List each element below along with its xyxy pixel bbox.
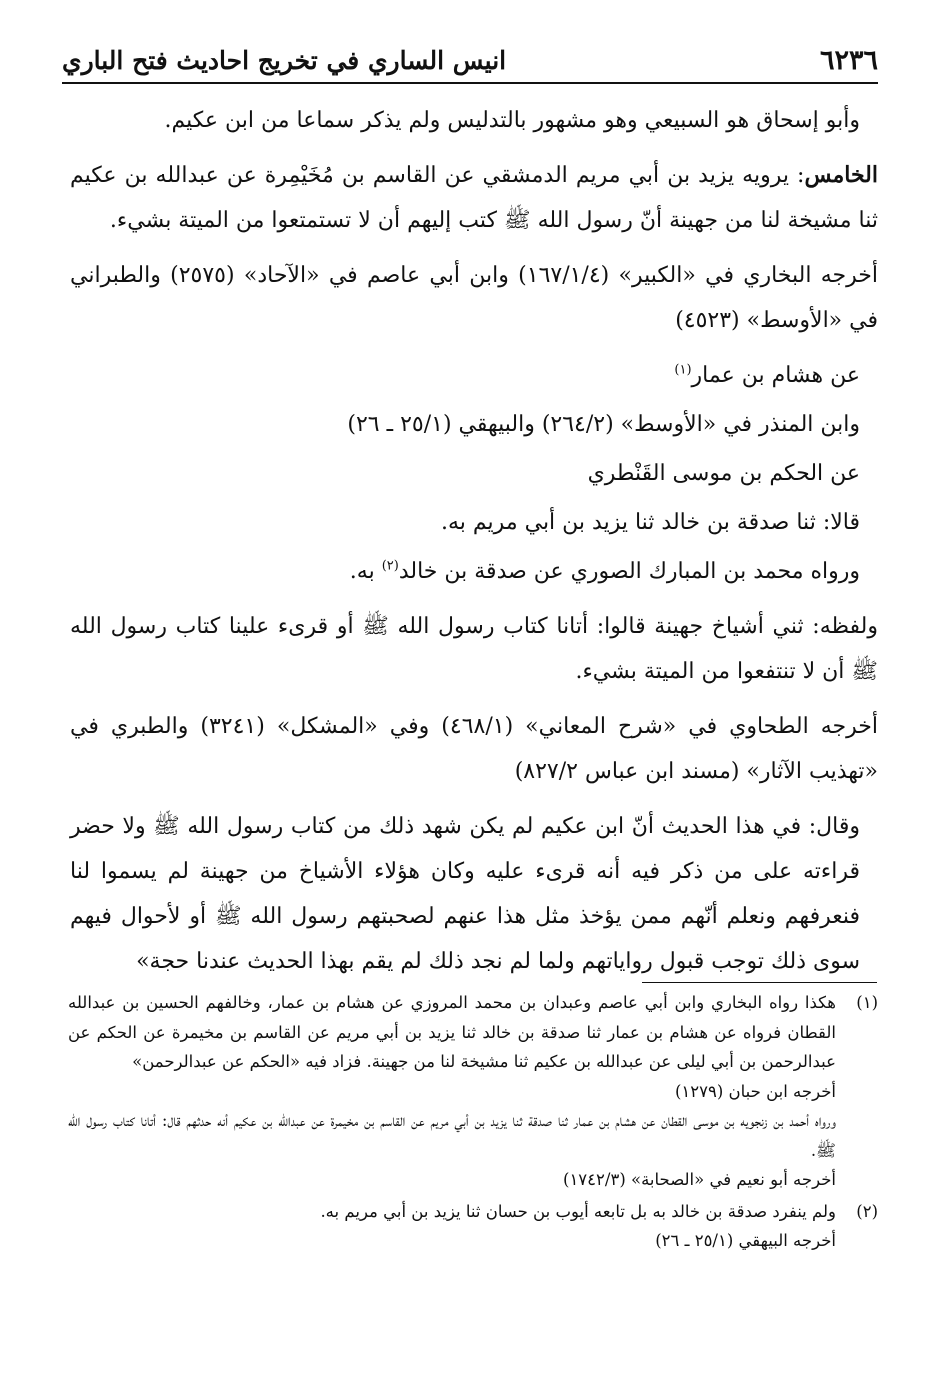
- paragraph-2: [70, 153, 878, 243]
- paragraph-4-text: عن هشام بن عمار: [691, 363, 860, 388]
- footnote-number: (١): [856, 993, 878, 1012]
- footnote-line: أخرجه البيهقي (٢٥/١ ـ ٢٦): [655, 1231, 836, 1250]
- footnote-ref-2[interactable]: (٢): [381, 558, 399, 574]
- footnote-line: ولم ينفرد صدقة بن خالد به بل تابعه أيوب بن حسان ثنا يزيد بن أبي مريم به.: [320, 1201, 836, 1221]
- footnote-line: أخرجه أبو نعيم في «الصحابة» (١٧٤٢/٣): [563, 1170, 836, 1189]
- paragraph-8: [70, 549, 878, 594]
- running-title: انيس الساري في تخريج احاديث فتح الباري: [62, 45, 507, 75]
- paragraph-9: ولفظه: ثني أشياخ جهينة قالوا: أتانا كتاب رسول الله ﷺ أو قرىء علينا كتاب رسول الله ﷺ أن لا تنتفعوا من الميتة بشيء.: [70, 614, 878, 684]
- paragraph-4: [70, 353, 878, 398]
- paragraph-8-end: به.: [349, 559, 382, 584]
- footnote-2: [68, 1197, 878, 1256]
- paragraph-10: أخرجه الطحاوي في «شرح المعاني» (٤٦٨/١) وفي «المشكل» (٣٢٤١) والطبري في «تهذيب الآثار» (مسند ابن عباس ٨٢٧/٢): [70, 714, 879, 784]
- footnotes: [68, 988, 878, 1256]
- footnote-line: ورواه أحمد بن زنجويه بن موسى القطان عن هشام بن عمار ثنا صدقة ثنا يزيد بن أبي مريم عن القاسم بن مخيمرة عن عبدالله بن عكيم أنه حدثهم قال: أتانا كتاب رسول الله ﷺ.: [68, 1111, 836, 1160]
- section-label-fifth: الخامس: [804, 162, 878, 188]
- paragraph-6: عن الحكم بن موسى القَنْطري: [587, 461, 860, 486]
- footnote-ref-1[interactable]: (١): [674, 362, 692, 378]
- paragraph-1: وأبو إسحاق هو السبيعي وهو مشهور بالتدليس ولم يذكر سماعا من ابن عكيم.: [164, 108, 860, 133]
- page-header: [62, 38, 878, 84]
- footnote-line: أخرجه ابن حبان (١٢٧٩): [674, 1081, 836, 1101]
- footnote-line: هكذا رواه البخاري وابن أبي عاصم وعبدان بن محمد المروزي عن هشام بن عمار، وخالفهم الحسين بن عبدالله القطان فرواه عن هشام بن عمار ثنا صدقة بن خالد ثنا يزيد بن أبي مريم عن القاسم بن مخيمرة عن الحكم عن عبدالرحمن بن أبي ليلى عن عبدالله بن عكيم ثنا مشيخة لنا من جهينة. فزاد فيه «الحكم عن عبدالرحمن»: [68, 993, 836, 1071]
- paragraph-11: وقال: في هذا الحديث أنّ ابن عكيم لم يكن شهد ذلك من كتاب رسول الله ﷺ ولا حضر قراءته على من ذكر فيه أنه قرىء عليه وكان هؤلاء الأشياخ من جهينة لم يسموا لنا فنعرفهم ونعلم أنّهم ممن يؤخذ مثل هذا عنهم لصحبتهم رسول الله ﷺ أو لأحوال فيهم سوى ذلك توجب قبول رواياتهم ولما لم نجد ذلك لم يقم بهذا الحديث عندنا حجة»: [70, 814, 860, 974]
- paragraph-3-takhrij: أخرجه البخاري في «الكبير» (١٦٧/١/٤) وابن أبي عاصم في «الآحاد» (٢٥٧٥) والطبراني في «الأوسط» (٤٥٢٣): [70, 263, 878, 333]
- paragraph-7: قالا: ثنا صدقة بن خالد ثنا يزيد بن أبي مريم به.: [441, 510, 860, 535]
- footnote-1: [68, 988, 878, 1195]
- paragraph-5: وابن المنذر في «الأوسط» (٢٦٤/٢) والبيهقي (٢٥/١ ـ ٢٦): [347, 412, 860, 437]
- footnote-separator: [642, 982, 877, 983]
- footnote-number: (٢): [856, 1201, 878, 1221]
- main-text: [70, 98, 878, 994]
- paragraph-8-text: ورواه محمد بن المبارك الصوري عن صدقة بن خالد: [398, 559, 860, 584]
- paragraph-2-text: : يرويه يزيد بن أبي مريم الدمشقي عن القاسم بن مُخَيْمِرة عن عبدالله بن عكيم ثنا مشيخة لنا من جهينة أنّ رسول الله ﷺ كتب إليهم أن لا تستمتعوا من الميتة بشيء.: [70, 163, 878, 233]
- page-number: ٦٢٣٦: [819, 44, 878, 76]
